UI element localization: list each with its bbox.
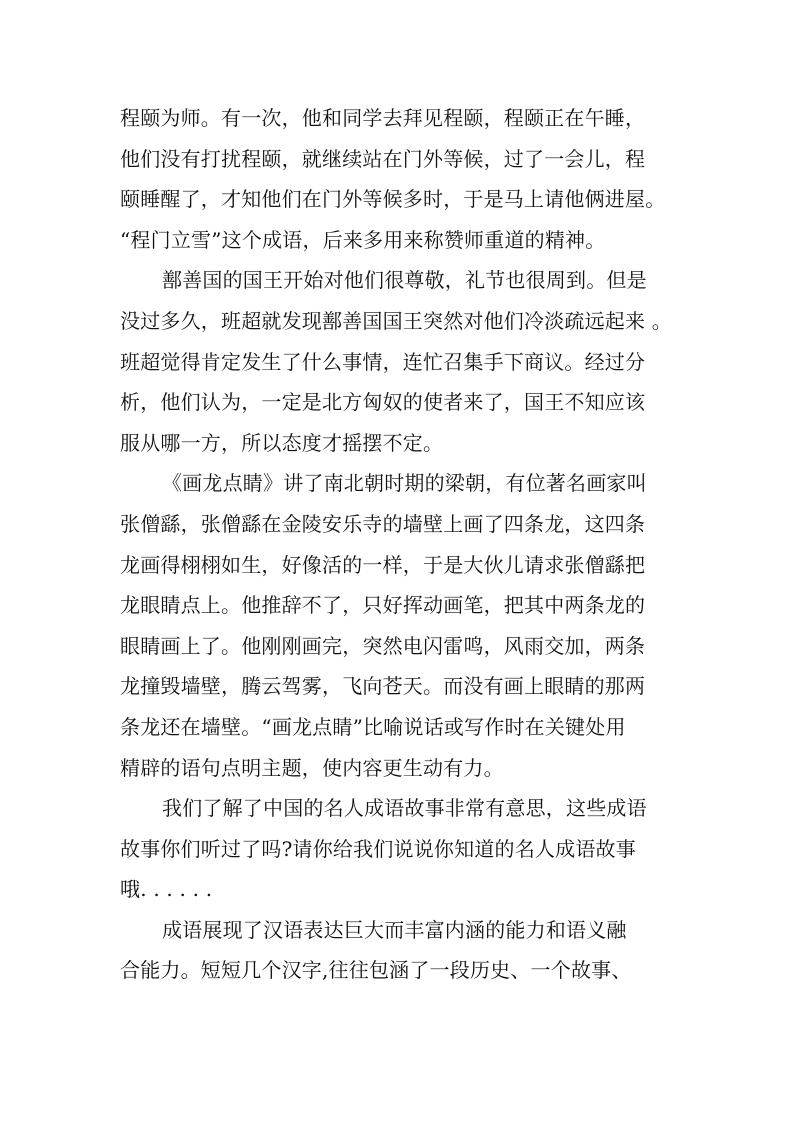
text-line: 鄯善国的国王开始对他们很尊敬，礼节也很周到。但是 xyxy=(162,268,647,293)
text-line: 张僧繇，张僧繇在金陵安乐寺的墙壁上画了四条龙，这四条 xyxy=(120,511,646,536)
text-line: 精辟的语句点明主题，使内容更生动有力。 xyxy=(120,755,504,780)
text-line: 颐睡醒了，才知他们在门外等候多时，于是马上请他俩进屋。 xyxy=(120,187,666,212)
text-line: 条龙还在墙壁。“画龙点睛”比喻说话或写作时在关键处用 xyxy=(120,714,626,739)
text-line: 服从哪一方，所以态度才摇摆不定。 xyxy=(120,430,444,455)
text-line: 龙撞毁墙壁，腾云驾雾，飞向苍天。而没有画上眼睛的那两 xyxy=(120,674,646,699)
text-line: 班超觉得肯定发生了什么事情，连忙召集手下商议。经过分 xyxy=(120,349,646,374)
text-line: 《画龙点睛》讲了南北朝时期的梁朝，有位著名画家叫 xyxy=(162,471,647,496)
text-line: 没过多久，班超就发现鄯善国国王突然对他们冷淡疏远起来 。 xyxy=(120,308,672,333)
paragraph-hua-long-dian-jing xyxy=(120,463,680,788)
text-line: 龙眼睛点上。他推辞不了，只好挥动画笔，把其中两条龙的 xyxy=(120,593,646,618)
body-text xyxy=(120,98,680,991)
text-line: 合能力。短短几个汉字,往往包涵了一段历史、一个故事、 xyxy=(120,958,632,983)
text-line: “程门立雪”这个成语，后来多用来称赞师重道的精神。 xyxy=(120,227,606,252)
text-line: 我们了解了中国的名人成语故事非常有意思，这些成语 xyxy=(162,796,647,821)
paragraph-idiom-expression xyxy=(120,910,680,991)
text-line: 他们没有打扰程颐，就继续站在门外等候，过了一会儿，程 xyxy=(120,146,646,171)
text-line: 成语展现了汉语表达巨大而丰富内涵的能力和语义融 xyxy=(162,917,627,942)
paragraph-cheng-men-li-xue xyxy=(120,98,680,260)
text-line: 故事你们听过了吗?请你给我们说说你知道的名人成语故事 xyxy=(120,836,636,861)
text-line: 析，他们认为，一定是北方匈奴的使者来了，国王不知应该 xyxy=(120,390,646,415)
text-line: 哦. . . . . . xyxy=(120,877,213,902)
text-line: 眼睛画上了。他刚刚画完，突然电闪雷鸣，风雨交加，两条 xyxy=(120,633,646,658)
text-line: 龙画得栩栩如生，好像活的一样，于是大伙儿请求张僧繇把 xyxy=(120,552,646,577)
paragraph-shanshan-kingdom xyxy=(120,260,680,463)
text-line: 程颐为师。有一次，他和同学去拜见程颐，程颐正在午睡， xyxy=(120,106,646,130)
paragraph-idiom-stories-prompt xyxy=(120,788,680,910)
